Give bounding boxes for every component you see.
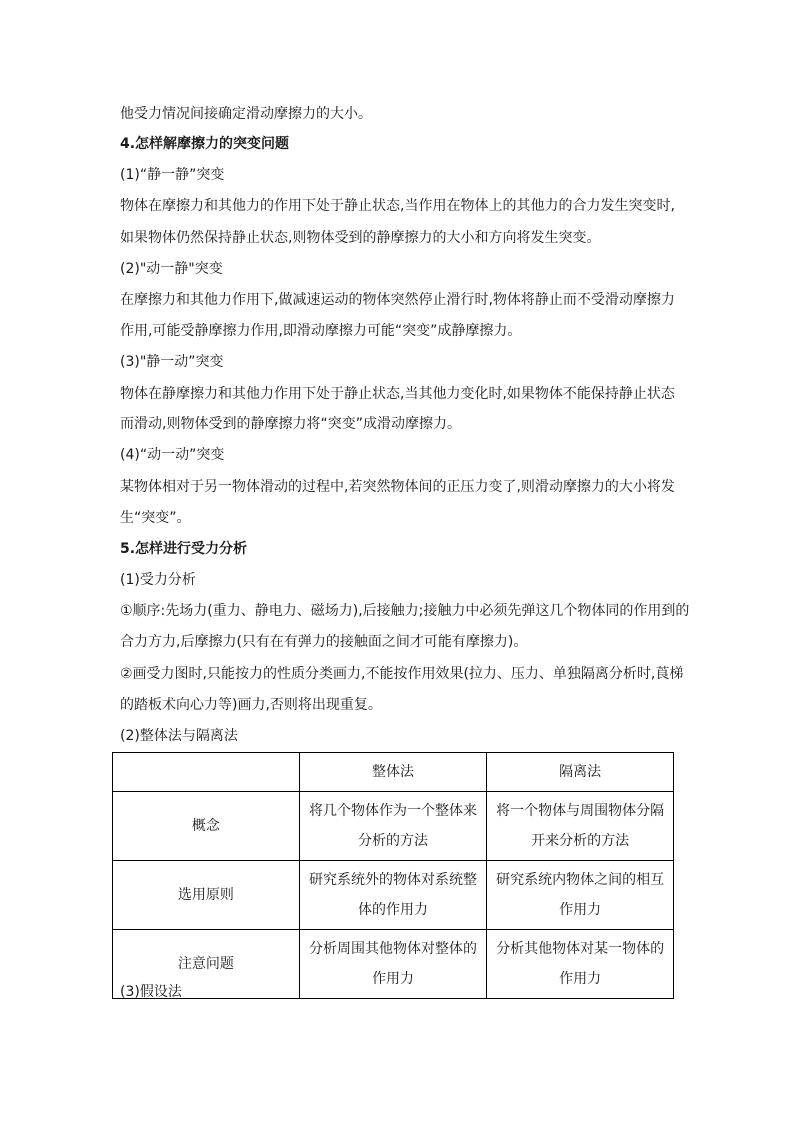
table-cell: 将一个物体与周围物体分隔开来分析的方法: [487, 792, 674, 861]
text-line: 合力方力,后摩擦力(只有在有弹力的接触面之间才可能有摩擦力)。: [120, 634, 528, 650]
table-header-cell: [113, 753, 300, 792]
table-cell: 注意问题: [113, 930, 300, 999]
subsection-label: (1)“静一静”突变: [120, 167, 225, 183]
subsection-label: (2)"动一静"突变: [120, 261, 223, 277]
text-line: 物体在摩擦力和其他力的作用下处于静止状态,当作用在物体上的其他力的合力发生突变时,: [120, 198, 675, 214]
table-row: [113, 930, 674, 999]
table-row: [113, 792, 674, 861]
table-header-row: [113, 753, 674, 792]
text-line: ①顺序:先场力(重力、静电力、磁场力),后接触力;接触力中必须先弹这几个物体同的作用到的: [120, 603, 690, 619]
subsection-label: (3)假设法: [120, 984, 182, 1000]
text-line: 如果物体仍然保持静止状态,则物体受到的静摩擦力的大小和方向将发生突变。: [120, 230, 601, 246]
comparison-table: [112, 752, 674, 999]
text-line: 某物体相对于另一物体滑动的过程中,若突然物体间的正压力变了,则滑动摩擦力的大小将发: [120, 479, 675, 495]
text-line: 他受力情况间接确定滑动摩擦力的大小。: [120, 106, 372, 122]
text-line: 在摩擦力和其他力作用下,做减速运动的物体突然停止滑行时,物体将静止而不受滑动摩擦力: [120, 292, 675, 308]
text-line: 生“突变”。: [120, 510, 191, 526]
table-cell: 选用原则: [113, 861, 300, 930]
text-line: 而滑动,则物体受到的静摩擦力将“突变”成滑动摩擦力。: [120, 416, 461, 432]
text-line: 物体在静摩擦力和其他力作用下处于静止状态,当其他力变化时,如果物体不能保持静止状态: [120, 386, 675, 402]
table-cell: 研究系统外的物体对系统整体的作用力: [299, 861, 487, 930]
table-cell: 研究系统内物体之间的相互作用力: [487, 861, 674, 930]
text-line: 的踏板术向心力等)画力,否则将出现重复。: [120, 697, 382, 713]
table-cell: 将几个物体作为一个整体来分析的方法: [299, 792, 487, 861]
subsection-label: (4)“动一动”突变: [120, 447, 225, 463]
table-row: [113, 861, 674, 930]
table-header-cell: 整体法: [299, 753, 487, 792]
section-heading: 5.怎样进行受力分析: [120, 541, 248, 557]
table-cell: 分析周围其他物体对整体的作用力: [299, 930, 487, 999]
subsection-label: (2)整体法与隔离法: [120, 728, 238, 744]
table-cell: 概念: [113, 792, 300, 861]
subsection-label: (3)"静一动”突变: [120, 354, 224, 370]
table-cell: 分析其他物体对某一物体的作用力: [487, 930, 674, 999]
text-line: 作用,可能受静摩擦力作用,即滑动摩擦力可能“突变”成静摩擦力。: [120, 323, 522, 339]
table-header-cell: 隔离法: [487, 753, 674, 792]
text-line: ②画受力图时,只能按力的性质分类画力,不能按作用效果(拉力、压力、单独隔离分析时,莨梯: [120, 666, 684, 682]
subsection-label: (1)受力分析: [120, 572, 196, 588]
section-heading: 4.怎样解摩擦力的突变问题: [120, 136, 290, 152]
